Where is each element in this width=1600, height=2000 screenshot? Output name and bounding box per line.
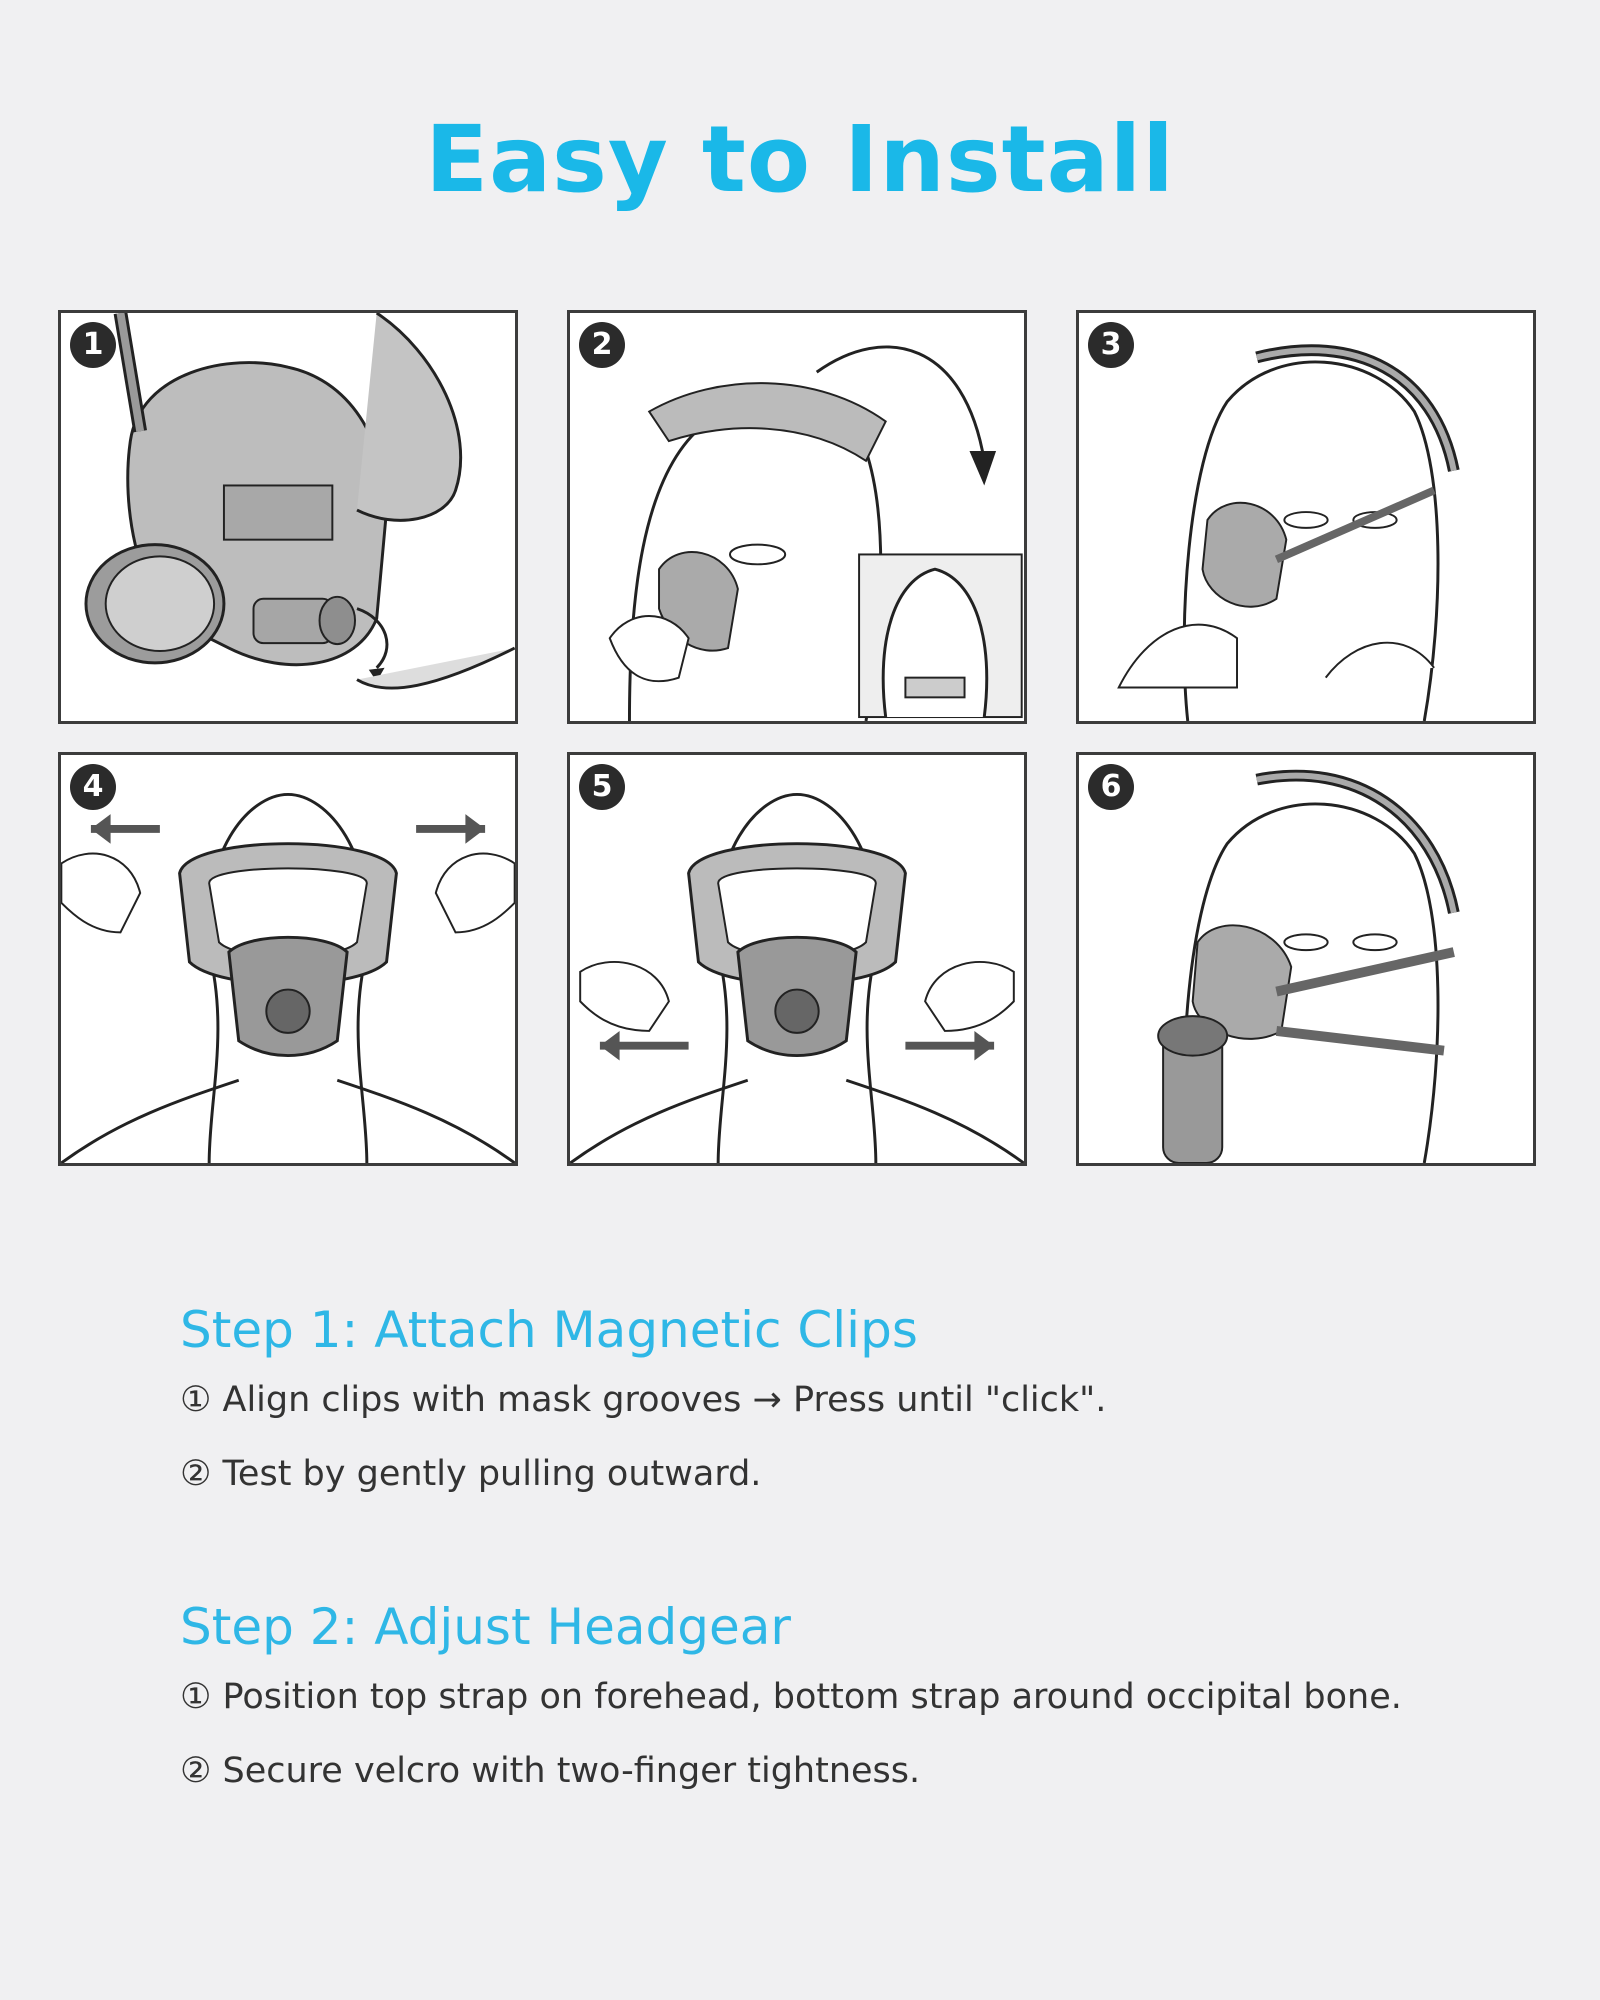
step-2-section xyxy=(180,1592,1402,1794)
step-1-item-1: ① Align clips with mask grooves → Press until "click". xyxy=(180,1380,1107,1420)
mask-fitted-illustration xyxy=(1079,755,1533,1163)
step-panel-6 xyxy=(1076,752,1536,1166)
clip-bottom-strap-illustration xyxy=(1079,313,1533,721)
step-panel-1 xyxy=(58,310,518,724)
step-2-title: Step 2: Adjust Headgear xyxy=(180,1598,791,1656)
step-2-item-2: ② Secure velcro with two-finger tightness. xyxy=(180,1751,921,1791)
step-1-section xyxy=(180,1295,1106,1497)
step-panel-2 xyxy=(567,310,1027,724)
step-number-badge: 1 xyxy=(70,322,116,368)
step-panel-4 xyxy=(58,752,518,1166)
mask-clip-attach-illustration xyxy=(61,313,515,721)
page-title: Easy to Install xyxy=(425,106,1175,213)
step-number-badge: 4 xyxy=(70,764,116,810)
pull-top-straps-illustration xyxy=(61,755,515,1163)
step-panel-5 xyxy=(567,752,1027,1166)
step-number-badge: 3 xyxy=(1088,322,1134,368)
step-1-title: Step 1: Attach Magnetic Clips xyxy=(180,1301,918,1359)
step-panel-3 xyxy=(1076,310,1536,724)
pull-bottom-straps-illustration xyxy=(570,755,1024,1163)
step-2-item-1: ① Position top strap on forehead, bottom strap around occipital bone. xyxy=(180,1677,1402,1717)
step-number-badge: 2 xyxy=(579,322,625,368)
step-number-badge: 6 xyxy=(1088,764,1134,810)
step-number-badge: 5 xyxy=(579,764,625,810)
step-1-item-2: ② Test by gently pulling outward. xyxy=(180,1454,762,1494)
headgear-over-head-illustration xyxy=(570,313,1024,721)
